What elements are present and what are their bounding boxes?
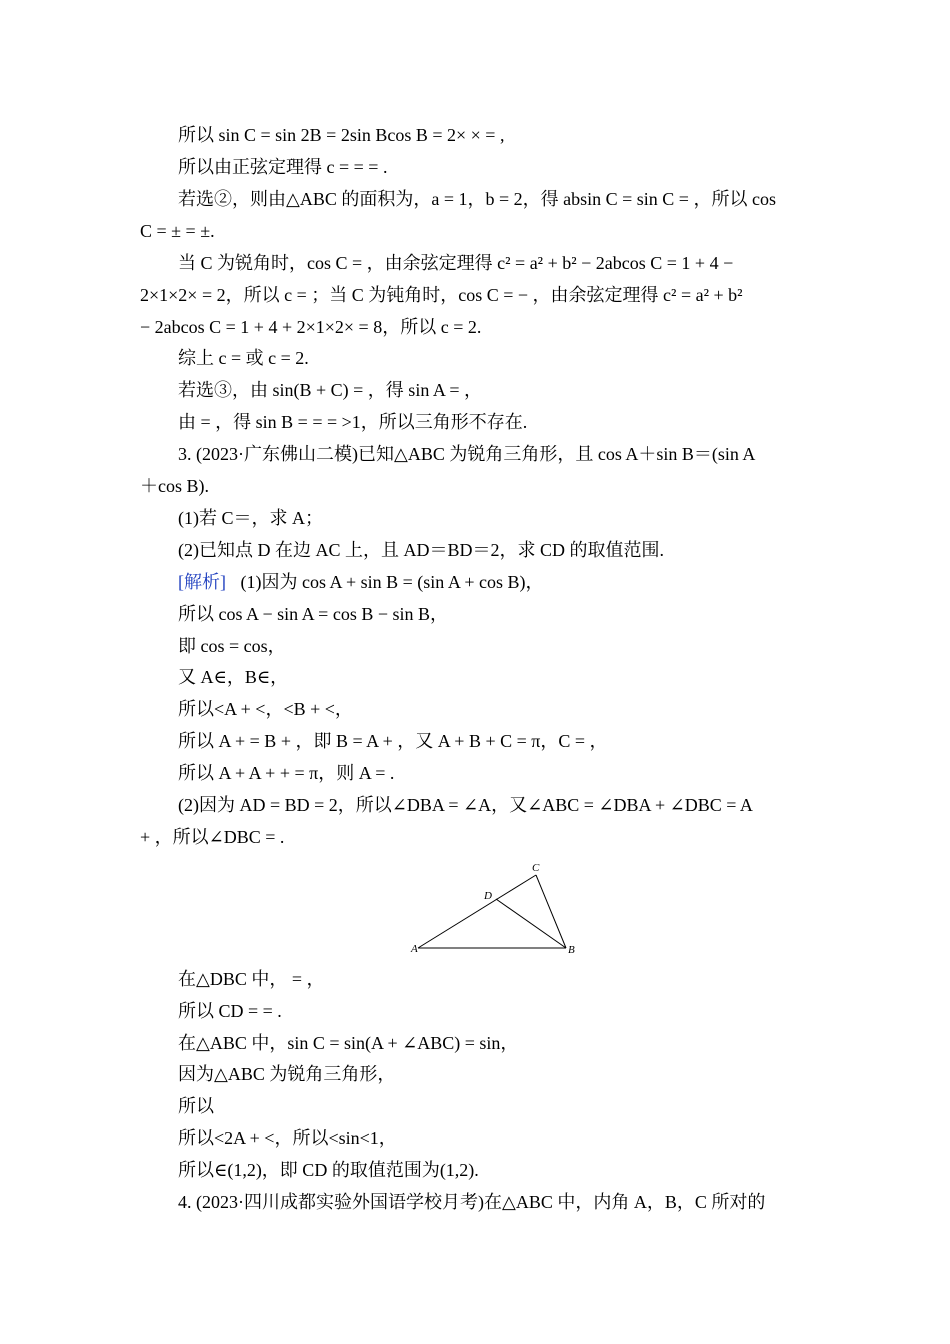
text-line: 所以 A + = B + ，即 B = A + ，又 A + B + C = π，C = ， bbox=[178, 731, 608, 751]
text-line: C = ± = ±. bbox=[140, 221, 215, 241]
solution-line bbox=[178, 570, 543, 594]
text-line: 所以 bbox=[178, 1096, 214, 1116]
text-line: 当 C 为锐角时，cos C = ，由余弦定理得 c² = a² + b² − 2abcos C = 1 + 4 − bbox=[178, 253, 734, 273]
problem-3-heading: 3. (2023·广东佛山二模)已知△ABC 为锐角三角形，且 cos A＋sin B＝(sin A bbox=[178, 444, 756, 464]
text-line: 若选③，由 sin(B + C) = ，得 sin A = ， bbox=[178, 380, 482, 400]
text-line: (2)因为 AD = BD = 2，所以∠DBA = ∠A，又∠ABC = ∠DBA + ∠DBC = A bbox=[178, 795, 753, 815]
label-a: A bbox=[411, 943, 418, 955]
solution-text: (1)因为 cos A + sin B = (sin A + cos B)， bbox=[240, 572, 544, 592]
label-c: C bbox=[532, 862, 540, 874]
text-line: 在△DBC 中， = ， bbox=[178, 969, 325, 989]
text-line: 在△ABC 中，sin C = sin(A + ∠ABC) = sin， bbox=[178, 1033, 519, 1053]
problem-3-part-1: (1)若 C＝，求 A； bbox=[178, 508, 323, 528]
triangle-diagram bbox=[408, 858, 584, 962]
text-line: 因为△ABC 为锐角三角形， bbox=[178, 1064, 396, 1084]
segment-ac bbox=[418, 875, 536, 948]
text-line: ＋cos B). bbox=[140, 476, 209, 496]
problem-3-part-2: (2)已知点 D 在边 AC 上，且 AD＝BD＝2，求 CD 的取值范围. bbox=[178, 540, 664, 560]
text-line: 所以 cos A − sin A = cos B − sin B， bbox=[178, 604, 448, 624]
solution-tag: [解析] bbox=[178, 572, 226, 592]
text-line: 所以<2A + <，所以<sin<1， bbox=[178, 1128, 397, 1148]
text-line: 综上 c = 或 c = 2. bbox=[178, 348, 309, 368]
text-line: + ，所以∠DBC = . bbox=[140, 827, 285, 847]
text-line: 又 A∈，B∈， bbox=[178, 667, 289, 687]
text-line: 所以 A + A + + = π，则 A = . bbox=[178, 763, 395, 783]
text-line: 所以<A + <，<B + <， bbox=[178, 699, 353, 719]
text-line: 由 = ，得 sin B = = = >1，所以三角形不存在. bbox=[178, 412, 528, 432]
problem-4-heading: 4. (2023·四川成都实验外国语学校月考)在△ABC 中，内角 A，B，C 所对的 bbox=[178, 1192, 766, 1212]
text-line: 2×1×2× = 2，所以 c = ；当 C 为钝角时，cos C = − ，由余弦定理得 c² = a² + b² bbox=[140, 285, 743, 305]
label-d: D bbox=[484, 890, 492, 902]
text-line: 若选②，则由△ABC 的面积为，a = 1，b = 2，得 absin C = sin C = ，所以 cos bbox=[178, 189, 776, 209]
text-line: 所以 sin C = sin 2B = 2sin Bcos B = 2× × = , bbox=[178, 125, 505, 145]
text-line: 所以∈(1,2)，即 CD 的取值范围为(1,2). bbox=[178, 1160, 479, 1180]
text-line: 即 cos = cos， bbox=[178, 636, 286, 656]
text-line: 所以 CD = = . bbox=[178, 1001, 282, 1021]
label-b: B bbox=[568, 944, 575, 956]
text-line: − 2abcos C = 1 + 4 + 2×1×2× = 8，所以 c = 2. bbox=[140, 317, 482, 337]
text-line: 所以由正弦定理得 c = = = . bbox=[178, 157, 388, 177]
